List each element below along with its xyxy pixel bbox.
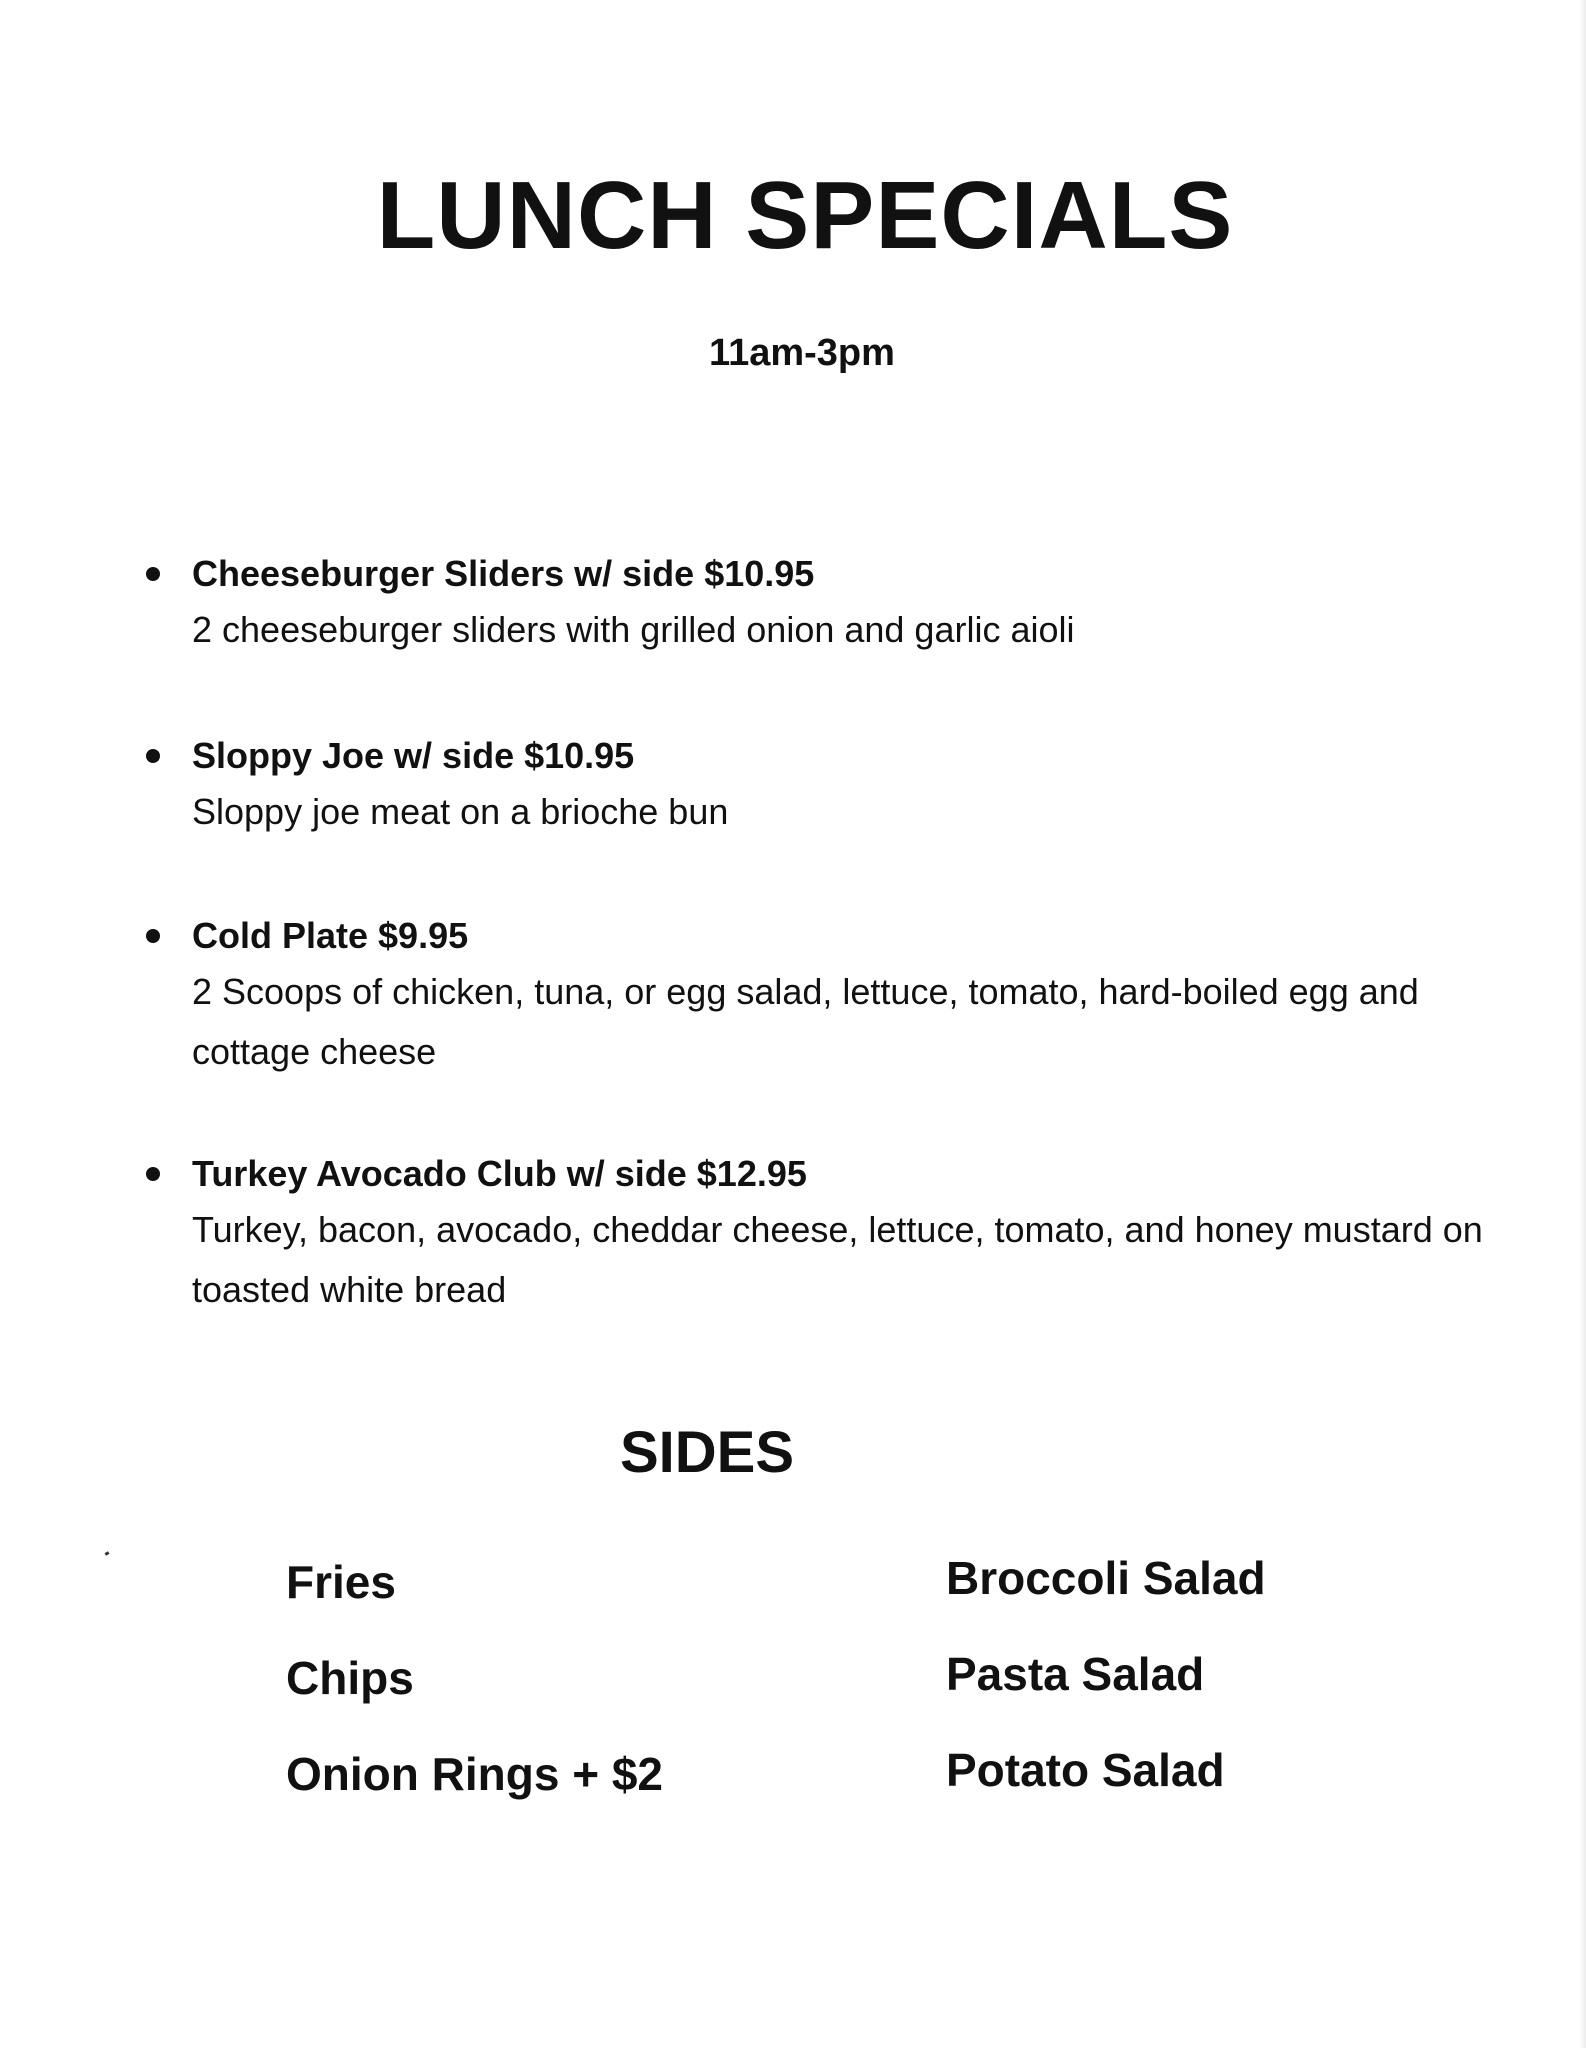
bullet-icon [146, 929, 160, 943]
menu-title: LUNCH SPECIALS [376, 162, 1234, 269]
menu-hours: 11am-3pm [709, 332, 895, 374]
bullet-icon [146, 749, 160, 763]
sides-right-column [946, 1530, 1266, 1818]
sides-heading: SIDES [620, 1420, 795, 1485]
special-item [192, 1148, 1522, 1320]
special-description: 2 cheeseburger sliders with grilled onion and garlic aioli [192, 609, 1075, 650]
special-item [192, 910, 1522, 1082]
special-item [192, 548, 1522, 660]
side-item: Potato Salad [946, 1744, 1225, 1796]
bullet-icon [146, 1167, 160, 1181]
bullet-icon [146, 567, 160, 581]
special-name: Cold Plate $9.95 [192, 915, 469, 956]
special-description: 2 Scoops of chicken, tuna, or egg salad, lettuce, tomato, hard-boiled egg and cottage cheese [192, 971, 1419, 1072]
side-item: Broccoli Salad [946, 1552, 1266, 1604]
special-description: Turkey, bacon, avocado, cheddar cheese, lettuce, tomato, and honey mustard on toasted white bread [192, 1209, 1483, 1310]
special-item [192, 730, 1522, 842]
special-name: Turkey Avocado Club w/ side $12.95 [192, 1153, 807, 1194]
special-name: Cheeseburger Sliders w/ side $10.95 [192, 553, 815, 594]
side-item: Chips [286, 1652, 414, 1704]
side-item: Fries [286, 1556, 396, 1608]
side-item: Pasta Salad [946, 1648, 1205, 1700]
side-item: Onion Rings + $2 [286, 1748, 664, 1800]
scan-speck [105, 1551, 110, 1556]
sides-left-column [286, 1534, 663, 1822]
special-description: Sloppy joe meat on a brioche bun [192, 791, 729, 832]
special-name: Sloppy Joe w/ side $10.95 [192, 735, 635, 776]
